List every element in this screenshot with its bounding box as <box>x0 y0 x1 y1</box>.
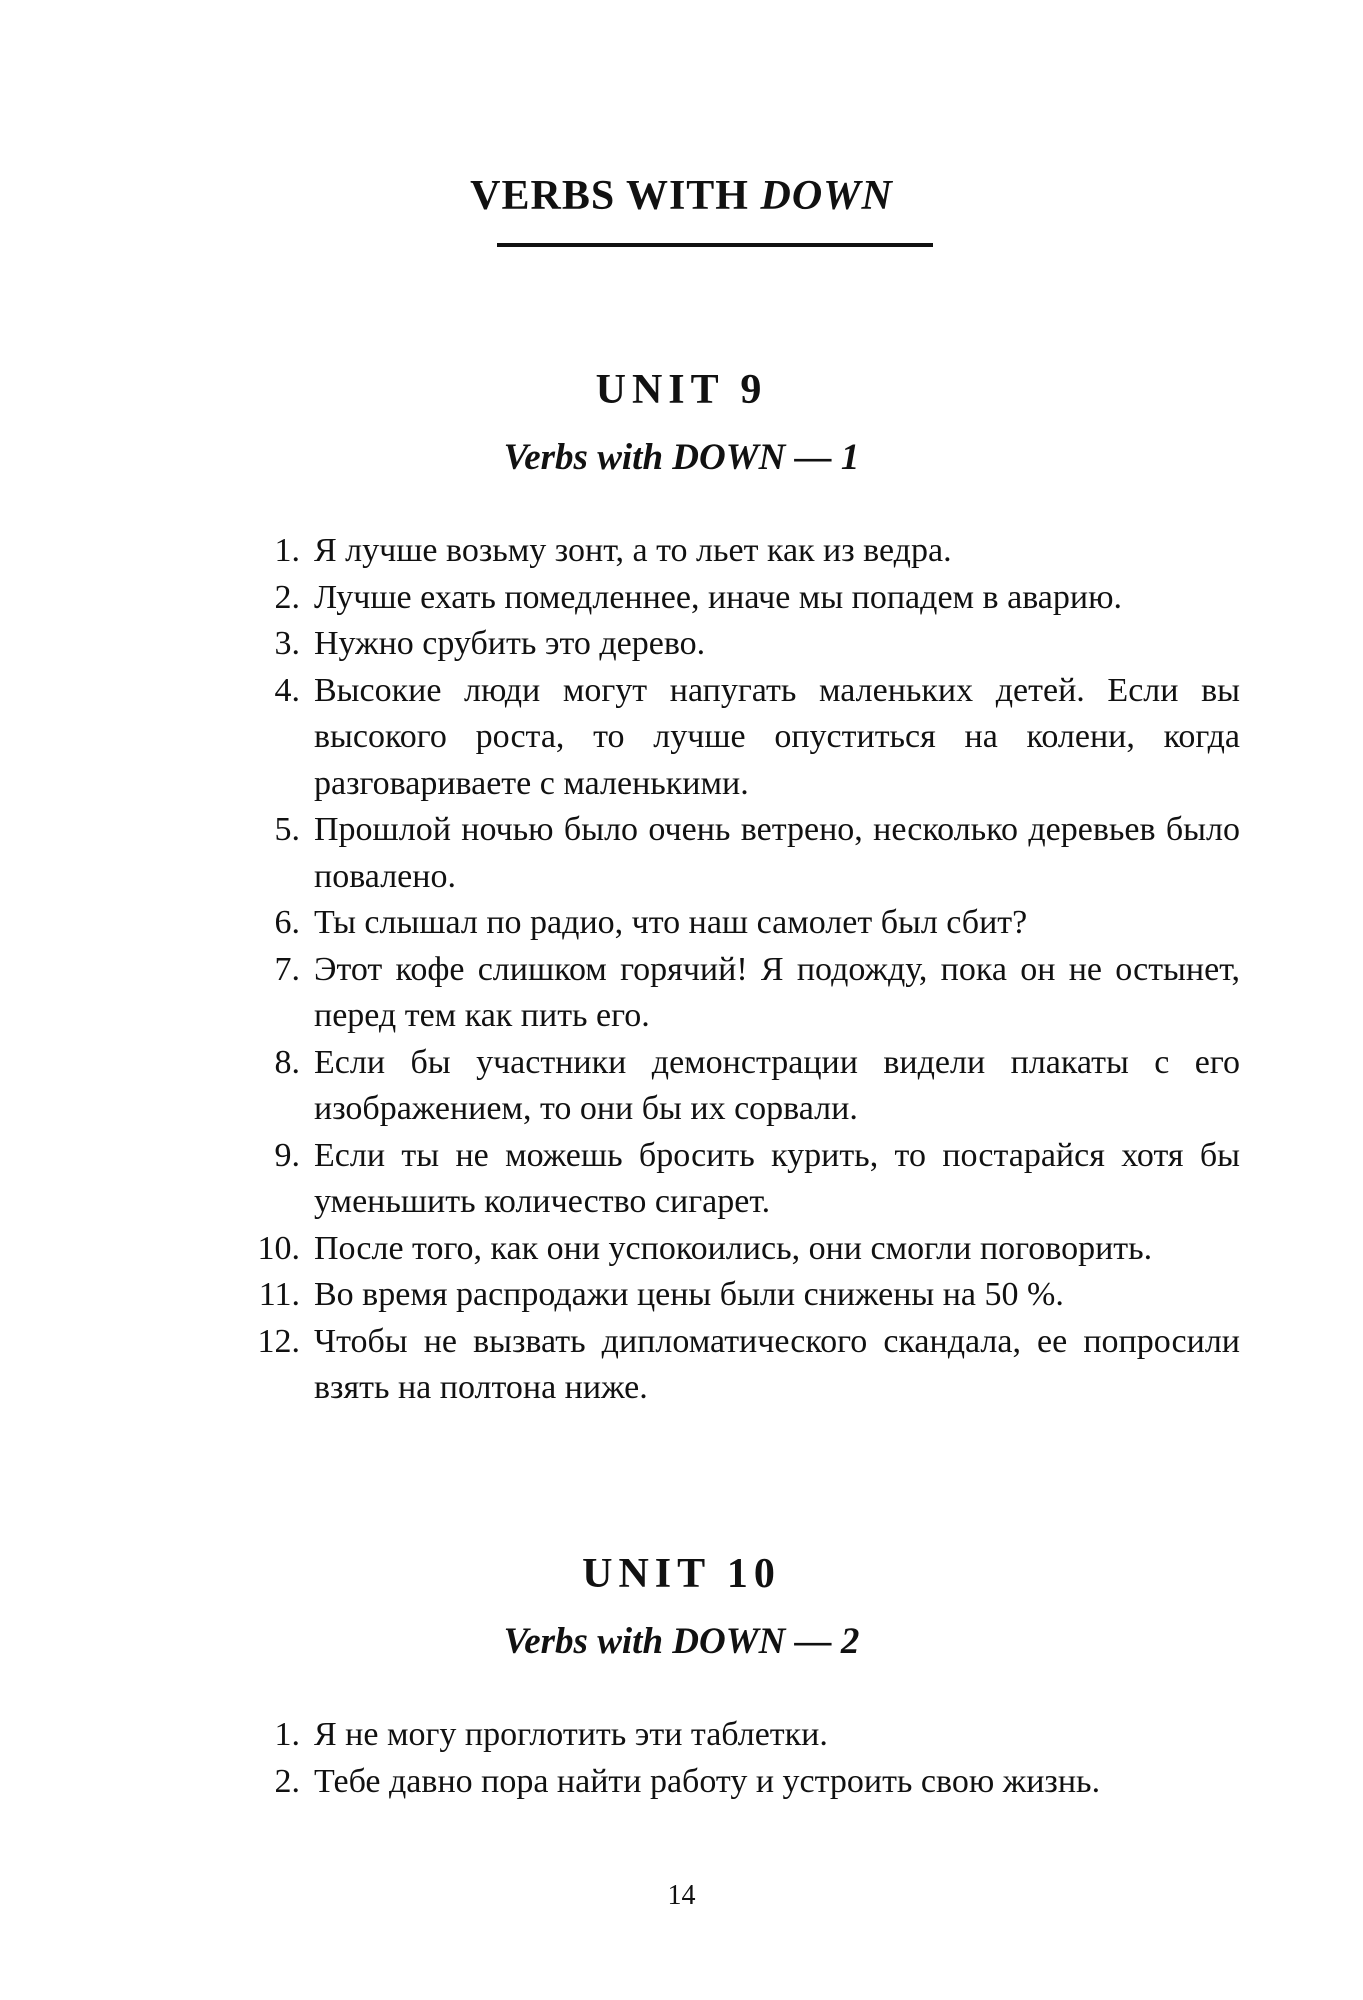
exercise-item <box>240 1133 1240 1226</box>
unit-10-heading: UNIT 10 <box>582 1551 781 1597</box>
unit-9-exercise-list <box>240 528 1240 1412</box>
item-text: Если бы участники демонстрации видели плакаты с его изображением, то они бы их сорвали. <box>314 1043 1240 1127</box>
item-number: 8. <box>274 1043 300 1081</box>
exercise-item <box>240 621 1240 668</box>
exercise-item <box>240 528 1240 575</box>
item-text: После того, как они успокоились, они смогли поговорить. <box>314 1229 1153 1267</box>
item-text: Нужно срубить это дерево. <box>314 625 706 662</box>
item-number: 7. <box>274 950 300 988</box>
unit-10-exercise-list <box>240 1712 1240 1805</box>
item-number: 3. <box>274 625 300 662</box>
item-text: Я не могу проглотить эти таблетки. <box>314 1716 828 1753</box>
item-number: 5. <box>274 811 300 848</box>
exercise-item <box>240 947 1240 1040</box>
item-text: Если ты не можешь бросить курить, то постарайся хотя бы уменьшить количество сигарет. <box>314 1136 1240 1220</box>
exercise-item <box>240 668 1240 808</box>
exercise-item <box>240 1319 1240 1412</box>
item-number: 2. <box>274 1762 300 1800</box>
item-text: Прошлой ночью было очень ветрено, несколько деревьев было повалено. <box>314 811 1240 895</box>
item-number: 4. <box>274 671 300 709</box>
exercise-item <box>240 1226 1240 1273</box>
item-number: 12. <box>257 1322 300 1360</box>
unit-9-heading: UNIT 9 <box>595 367 768 413</box>
item-text: Во время распродажи цены были снижены на 50 %. <box>314 1276 1064 1313</box>
item-text: Тебе давно пора найти работу и устроить свою жизнь. <box>314 1762 1101 1800</box>
item-text: Высокие люди могут напугать маленьких детей. Если вы высокого роста, то лучше опуститься на колени, когда разговариваете с маленькими. <box>314 671 1240 802</box>
unit-10-subtitle: Verbs with DOWN — 2 <box>503 1621 860 1662</box>
chapter-title-underline <box>497 243 933 247</box>
exercise-item <box>240 575 1240 622</box>
item-number: 2. <box>274 578 300 616</box>
item-text: Этот кофе слишком горячий! Я подожду, пока он не остынет, перед тем как пить его. <box>314 950 1240 1034</box>
item-number: 11. <box>258 1276 300 1313</box>
chapter-title-italic: DOWN <box>760 173 893 219</box>
item-text: Лучше ехать помедленнее, иначе мы попадем в аварию. <box>314 578 1122 616</box>
item-text: Я лучше возьму зонт, а то льет как из ведра. <box>314 532 952 569</box>
unit-9-subtitle: Verbs with DOWN — 1 <box>503 437 860 478</box>
item-number: 9. <box>274 1136 300 1174</box>
chapter-title <box>0 172 1363 220</box>
item-number: 6. <box>274 904 300 941</box>
exercise-item <box>240 807 1240 900</box>
item-number: 1. <box>274 1716 300 1753</box>
exercise-item <box>240 1272 1240 1319</box>
exercise-item <box>240 900 1240 947</box>
chapter-title-prefix: VERBS WITH <box>470 173 761 219</box>
exercise-item <box>240 1040 1240 1133</box>
item-text: Ты слышал по радио, что наш самолет был сбит? <box>314 904 1028 941</box>
item-text: Чтобы не вызвать дипломатического скандала, ее попросили взять на полтона ниже. <box>314 1322 1240 1406</box>
item-number: 1. <box>274 532 300 569</box>
page-number: 14 <box>667 1880 696 1911</box>
item-number: 10. <box>257 1229 300 1267</box>
exercise-item <box>240 1712 1240 1759</box>
exercise-item <box>240 1759 1240 1806</box>
